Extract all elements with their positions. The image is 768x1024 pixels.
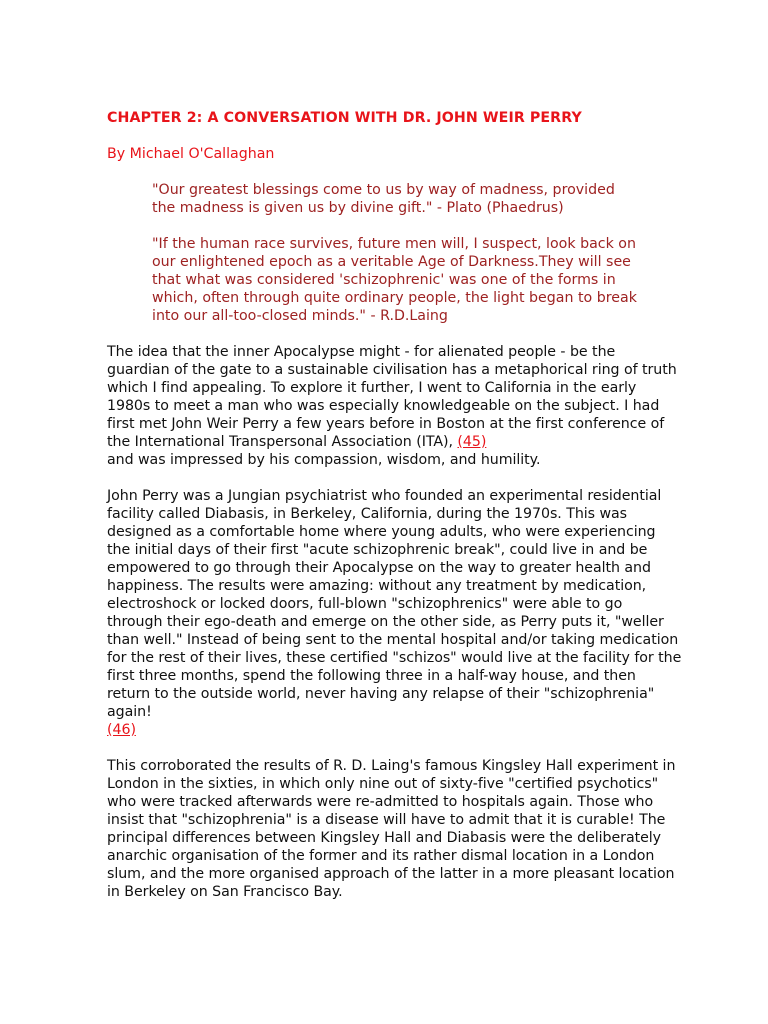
footnote-link-46[interactable]: (46) [107,722,136,738]
epigraph-quote-laing: "If the human race survives, future men will, I suspect, look back on our enlightened epoch as a veritable Age of Darkness.They will see that what was considered 'schizophrenic' was one of the forms in which, often through quite ordinary people, the light began to break into our all-too-closed minds." - R.D.Laing [152,236,637,324]
paragraph-text: The idea that the inner Apocalypse might - for alienated people - be the guardian of the gate to a sustainable civilisation has a metaphorical ring of truth which I find appealing. To explore it further, I went to California in the early 1980s to meet a man who was especially knowledgeable on the subject. I had first met John Weir Perry a few years before in Boston at the first conference of the International Transpersonal Association (ITA), [107,344,677,450]
paragraph-text-continued: and was impressed by his compassion, wisdom, and humility. [107,452,541,468]
body-paragraph-1 [107,343,682,469]
body-paragraph-3 [107,757,682,901]
chapter-title: CHAPTER 2: A CONVERSATION WITH DR. JOHN WEIR PERRY [107,110,582,126]
epigraph-quote-plato: "Our greatest blessings come to us by way of madness, provided the madness is given us by divine gift." - Plato (Phaedrus) [152,182,615,216]
body-paragraph-2 [107,487,682,739]
document-page [107,109,682,919]
paragraph-text: This corroborated the results of R. D. Laing's famous Kingsley Hall experiment in London in the sixties, in which only nine out of sixty-five "certified psychotics" who were tracked afterwards were re-admitted to hospitals again. Those who insist that "schizophrenia" is a disease will have to admit that it is curable! The principal differences between Kingsley Hall and Diabasis were the deliberately anarchic organisation of the former and its rather dismal location in a London slum, and the more organised approach of the latter in a more pleasant location in Berkeley on San Francisco Bay. [107,758,676,900]
paragraph-text: John Perry was a Jungian psychiatrist who founded an experimental residential facility called Diabasis, in Berkeley, California, during the 1970s. This was designed as a comfortable home where young adults, who were experiencing the initial days of their first "acute schizophrenic break", could live in and be empowered to go through their Apocalypse on the way to greater health and happiness. The results were amazing: without any treatment by medication, electroshock or locked doors, full-blown "schizophrenics" were able to go through their ego-death and emerge on the other side, as Perry puts it, "weller than well." Instead of being sent to the mental hospital and/or taking medication for the rest of their lives, these certified "schizos" would live at the facility for the first three months, spend the following three in a half-way house, and then return to the outside world, never having any relapse of their "schizophrenia" again! [107,488,682,720]
footnote-link-45[interactable]: (45) [457,434,487,450]
author-byline: By Michael O'Callaghan [107,146,275,162]
